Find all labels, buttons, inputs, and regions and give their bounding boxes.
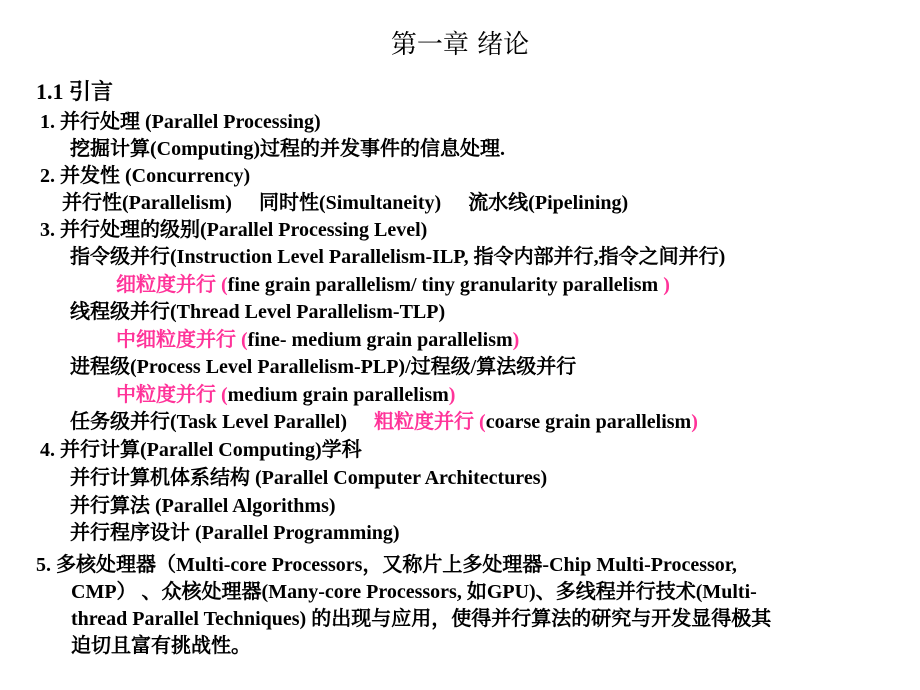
level-ilp: 指令级并行(Instruction Level Parallelism-ILP, 指令内部并行,指令之间并行) <box>70 246 726 268</box>
medium-fine-grain-close: ) <box>512 329 520 351</box>
item-5-paragraph <box>36 552 886 660</box>
medium-grain-cn: 中粒度并行 ( <box>116 384 228 406</box>
item-1-heading: 1. 并行处理 (Parallel Processing) <box>40 111 321 133</box>
item-4-programming: 并行程序设计 (Parallel Programming) <box>70 522 400 544</box>
slide-title: 第一章 绪论 <box>390 30 530 60</box>
section-label: 引言 <box>69 79 114 104</box>
item-2-heading: 2. 并发性 (Concurrency) <box>40 165 251 187</box>
item-5-line-1: 5. 多核处理器（Multi-core Processors，又称片上多处理器-Chip Multi-Processor, <box>36 554 737 576</box>
medium-fine-grain-cn: 中细粒度并行 ( <box>116 329 248 351</box>
coarse-grain-en: coarse grain parallelism <box>485 411 692 433</box>
item-5-line-3: thread Parallel Techniques) 的出现与应用，使得并行算法的研究与开发显得极其 <box>71 608 772 630</box>
medium-grain-close: ) <box>448 384 456 406</box>
medium-grain-en: medium grain parallelism <box>227 384 449 406</box>
coarse-grain-close: ) <box>691 411 698 433</box>
fine-grain-en: fine grain parallelism/ tiny granularity parallelism <box>227 274 664 296</box>
item-4-heading: 4. 并行计算(Parallel Computing)学科 <box>40 439 362 461</box>
coarse-grain-cn: 粗粒度并行 ( <box>374 411 486 433</box>
task-level-label: 任务级并行(Task Level Parallel) <box>70 411 348 433</box>
term-parallelism: 并行性(Parallelism) <box>62 192 232 214</box>
level-plp-granularity <box>116 383 455 407</box>
section-number: 1.1 <box>36 79 64 104</box>
item-1-description: 挖掘计算(Computing)过程的并发事件的信息处理. <box>70 138 506 160</box>
fine-grain-close: ) <box>663 274 670 296</box>
item-2-terms <box>62 191 628 215</box>
level-plp: 进程级(Process Level Parallelism-PLP)/过程级/算法级并行 <box>70 356 577 378</box>
item-3-heading: 3. 并行处理的级别(Parallel Processing Level) <box>40 219 428 241</box>
term-simultaneity: 同时性(Simultaneity) <box>258 192 442 214</box>
item-5-line-2: CMP） 、众核处理器(Many-core Processors, 如GPU)、多线程并行技术(Multi- <box>71 581 757 603</box>
item-4-architectures: 并行计算机体系结构 (Parallel Computer Architectures) <box>70 467 548 489</box>
level-task <box>70 410 698 434</box>
fine-grain-cn: 细粒度并行 ( <box>116 274 228 296</box>
item-5-line-4: 迫切且富有挑战性。 <box>71 635 251 657</box>
level-tlp-granularity <box>116 328 519 352</box>
medium-fine-grain-en: fine- medium grain parallelism <box>247 329 513 351</box>
item-4-algorithms: 并行算法 (Parallel Algorithms) <box>70 495 336 517</box>
term-pipelining: 流水线(Pipelining) <box>468 192 629 214</box>
level-tlp: 线程级并行(Thread Level Parallelism-TLP) <box>70 301 446 323</box>
level-ilp-granularity <box>116 273 670 297</box>
section-heading <box>36 80 113 104</box>
